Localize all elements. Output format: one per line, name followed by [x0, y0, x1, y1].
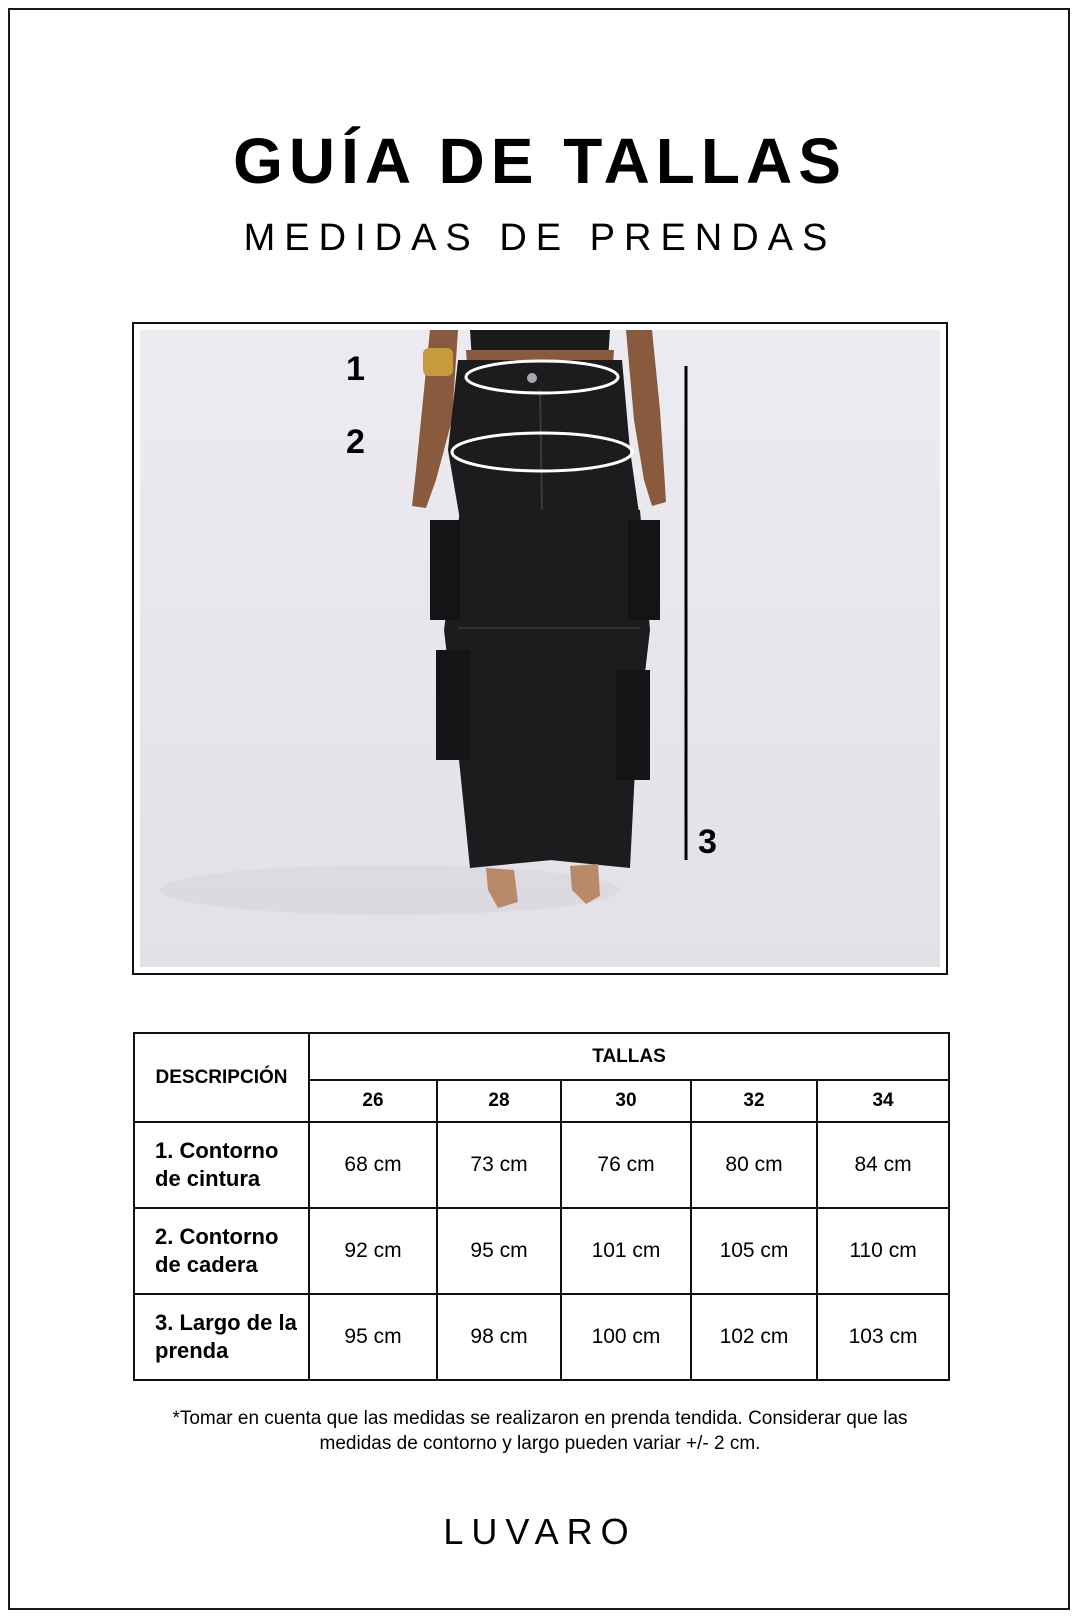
- table-cell: 80 cm: [691, 1122, 817, 1208]
- table-cell: 98 cm: [437, 1294, 561, 1380]
- size-header: 30: [561, 1080, 691, 1122]
- size-header: 26: [309, 1080, 437, 1122]
- row-label: 3. Largo de la prenda: [134, 1294, 309, 1380]
- table-cell: 102 cm: [691, 1294, 817, 1380]
- table-row: [134, 1294, 949, 1380]
- table-cell: 76 cm: [561, 1122, 691, 1208]
- size-header: 34: [817, 1080, 949, 1122]
- brand-logo: LUVARO: [443, 1511, 637, 1552]
- page-title: GUÍA DE TALLAS: [233, 125, 847, 197]
- size-table: [133, 1032, 950, 1381]
- table-cell: 73 cm: [437, 1122, 561, 1208]
- marker-hip: 2: [346, 423, 365, 461]
- marker-length: 3: [698, 823, 717, 861]
- table-cell: 101 cm: [561, 1208, 691, 1294]
- table-cell: 100 cm: [561, 1294, 691, 1380]
- table-row: [134, 1122, 949, 1208]
- table-cell: 110 cm: [817, 1208, 949, 1294]
- row-label: 1. Contorno de cintura: [134, 1122, 309, 1208]
- footnote: *Tomar en cuenta que las medidas se realizaron en prenda tendida. Considerar que las medidas de contorno y largo pueden variar +/- 2 cm.: [172, 1408, 908, 1454]
- marker-waist: 1: [346, 350, 365, 388]
- table-row: [134, 1208, 949, 1294]
- table-cell: 95 cm: [437, 1208, 561, 1294]
- size-header: 32: [691, 1080, 817, 1122]
- table-cell: 103 cm: [817, 1294, 949, 1380]
- page-subtitle: MEDIDAS DE PRENDAS: [243, 217, 837, 259]
- size-header: 28: [437, 1080, 561, 1122]
- table-cell: 68 cm: [309, 1122, 437, 1208]
- table-cell: 92 cm: [309, 1208, 437, 1294]
- table-cell: 84 cm: [817, 1122, 949, 1208]
- description-header: DESCRIPCIÓN: [134, 1033, 309, 1122]
- pants-illustration: [140, 330, 940, 967]
- table-cell: 95 cm: [309, 1294, 437, 1380]
- table-cell: 105 cm: [691, 1208, 817, 1294]
- product-photo: [132, 322, 948, 975]
- row-label: 2. Contorno de cadera: [134, 1208, 309, 1294]
- sizes-header: TALLAS: [309, 1033, 949, 1080]
